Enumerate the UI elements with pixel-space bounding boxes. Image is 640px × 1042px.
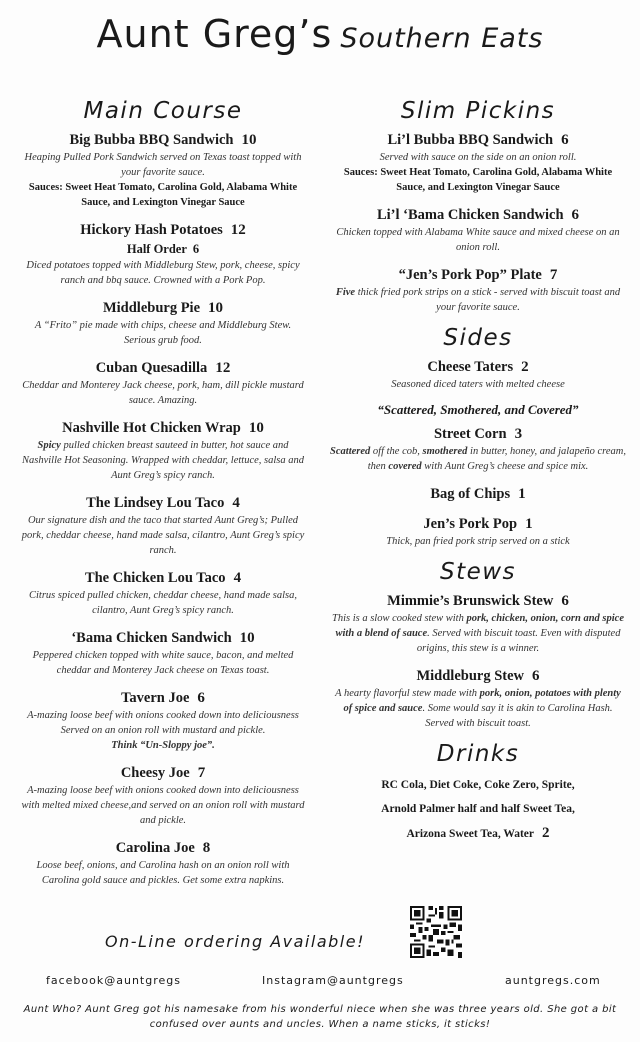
item-price: 1 (518, 486, 526, 502)
drinks-line: Arnold Palmer half and half Sweet Tea, (381, 803, 575, 815)
item-name: The Chicken Lou Taco (84, 570, 226, 586)
menu-item (330, 666, 626, 731)
drinks-price: 2 (542, 825, 550, 841)
item-name: Big Bubba BBQ Sandwich (69, 132, 234, 148)
menu-item (18, 568, 308, 618)
item-price: 4 (232, 495, 240, 511)
instagram-link[interactable]: Instagram@auntgregs (262, 974, 404, 987)
item-description: Loose beef, onions, and Carolina hash on an onion roll with Carolina gold sauce and pickles. Get some extra napkins. (36, 860, 290, 886)
menu-item (330, 205, 626, 255)
aunt-who-story: Aunt Who? Aunt Greg got his namesake from his wonderful niece when she was three years old. She got a bit confused over aunts and uncles. When a name sticks, it sticks! (23, 1004, 617, 1030)
menu-item (18, 358, 308, 408)
item-description: Chicken topped with Alabama White sauce and mixed cheese on an onion roll. (336, 227, 620, 253)
item-price: 1 (525, 516, 533, 532)
item-price: 6 (532, 668, 540, 684)
sauce-note: Sauces: Sweet Heat Tomato, Carolina Gold, Alabama White Sauce, and Lexington Vinegar Sauce (343, 167, 613, 193)
five-emphasis: Five (335, 287, 356, 298)
menu-title (0, 12, 640, 56)
item-name: Bag of Chips (430, 486, 511, 502)
item-description: A hearty flavorful stew made with pork, onion, potatoes with plenty of spice and sauce. Some would say it is akin to Carolina Hash. Served with biscuit toast. (335, 688, 621, 729)
drinks-heading: Drinks (436, 741, 520, 767)
item-description: Scattered off the cob, smothered in butter, honey, and jalapeño cream, then covered with Aunt Greg’s cheese and spice mix. (330, 446, 626, 472)
item-price: 3 (514, 426, 523, 442)
item-price: 7 (197, 765, 206, 781)
item-name: Tavern Joe (121, 690, 190, 706)
menu-item (18, 418, 308, 483)
un-sloppy-note: Think “Un-Sloppy joe”. (111, 740, 215, 751)
item-name: “Jen’s Pork Pop” Plate (398, 267, 542, 283)
item-price: 12 (215, 360, 231, 376)
slim-pickins-heading: Slim Pickins (400, 98, 556, 124)
item-name: ‘Bama Chicken Sandwich (71, 630, 232, 646)
menu-item (18, 298, 308, 348)
drinks-line: RC Cola, Diet Coke, Coke Zero, Sprite, (381, 779, 575, 791)
stews-heading: Stews (439, 559, 517, 585)
item-description: Peppered chicken topped with white sauce, bacon, and melted cheddar and Monterey Jack cheese on Texas toast. (32, 650, 294, 676)
item-description: Seasoned diced taters with melted cheese (391, 379, 565, 390)
item-name: Street Corn (433, 426, 507, 442)
spicy-emphasis: Spicy (37, 440, 61, 451)
item-description: Thick, pan fried pork strip served on a stick (386, 536, 570, 547)
half-order-label: Half Order (126, 242, 187, 256)
drinks-list (330, 773, 626, 846)
item-price: 8 (202, 840, 211, 856)
item-price: 10 (239, 630, 255, 646)
right-column (330, 98, 626, 846)
item-name: Middleburg Pie (102, 300, 201, 316)
item-price: 6 (571, 207, 580, 223)
item-description: Citrus spiced pulled chicken, cheddar cheese, hand made salsa, cilantro, Aunt Greg’s spicy ranch. (29, 590, 297, 616)
menu-item (18, 130, 308, 210)
item-description: Spicy pulled chicken breast sauteed in butter, hot sauce and Nashville Hot Seasoning. Wrapped with cheddar, lettuce, salsa and Aunt Greg’s spicy ranch. (21, 440, 305, 481)
item-description: A “Frito” pie made with chips, cheese and Middleburg Stew. Serious grub food. (34, 320, 292, 346)
menu-item (330, 357, 626, 392)
restaurant-name: Aunt Greg’s (96, 12, 333, 56)
menu-item (18, 688, 308, 753)
half-order-price: 6 (192, 242, 200, 256)
item-name: Carolina Joe (115, 840, 195, 856)
menu-item (18, 220, 308, 288)
drinks-line: Arizona Sweet Tea, Water (406, 828, 535, 840)
menu-item (330, 484, 626, 504)
main-course-heading: Main Course (83, 98, 243, 124)
menu-item (330, 591, 626, 656)
item-price: 6 (197, 690, 205, 706)
item-price: 12 (230, 222, 246, 238)
restaurant-subtitle: Southern Eats (340, 23, 544, 54)
menu-item (18, 628, 308, 678)
item-price: 10 (241, 132, 257, 148)
menu-item (330, 424, 626, 474)
item-price: 2 (521, 359, 529, 375)
item-name: Li’l ‘Bama Chicken Sandwich (376, 207, 564, 223)
menu-item (330, 514, 626, 549)
item-name: Hickory Hash Potatoes (80, 222, 223, 238)
item-description: This is a slow cooked stew with pork, chicken, onion, corn and spice with a blend of sauce. Served with biscuit toast. Even with disputed origins, this stew is a winner. (332, 613, 624, 654)
item-price: 10 (208, 300, 224, 316)
street-corn-tagline: “Scattered, Smothered, and Covered” (377, 402, 579, 417)
item-name: Cheese Taters (427, 359, 514, 375)
item-name: Middleburg Stew (416, 668, 525, 684)
item-description: Cheddar and Monterey Jack cheese, pork, ham, dill pickle mustard sauce. Amazing. (22, 380, 304, 406)
item-name: Cheesy Joe (120, 765, 190, 781)
item-description: A-mazing loose beef with onions cooked down into deliciousness Served on an onion roll with mustard and pickle. (27, 710, 299, 736)
sides-heading: Sides (443, 325, 513, 351)
item-price: 4 (233, 570, 242, 586)
item-name: Li’l Bubba BBQ Sandwich (387, 132, 554, 148)
item-price: 6 (561, 593, 569, 609)
menu-item (18, 763, 308, 828)
item-name: Nashville Hot Chicken Wrap (62, 420, 241, 436)
menu-item (330, 265, 626, 315)
website-link[interactable]: auntgregs.com (505, 974, 601, 987)
item-price: 6 (561, 132, 569, 148)
online-ordering-banner: On-Line ordering Available! (105, 932, 365, 951)
item-description: Five thick fried pork strips on a stick - served with biscuit toast and your favorite sauce. (335, 287, 621, 313)
item-name: Cuban Quesadilla (95, 360, 208, 376)
menu-item (18, 493, 308, 558)
item-description: Our signature dish and the taco that started Aunt Greg’s; Pulled pork, cheddar cheese, hand made salsa, cilantro, Aunt Greg’s spicy ranch. (21, 515, 305, 556)
item-description: A-mazing loose beef with onions cooked down into deliciousness with melted mixed cheese,and served on an onion roll with mustard and pickle. (21, 785, 305, 826)
item-description: Served with sauce on the side on an onion roll. (379, 152, 577, 163)
facebook-link[interactable]: facebook@auntgregs (46, 974, 181, 987)
item-price: 10 (248, 420, 264, 436)
item-description: Diced potatoes topped with Middleburg Stew, pork, cheese, spicy ranch and bbq sauce. Crowned with a Pork Pop. (26, 260, 300, 286)
item-description: Heaping Pulled Pork Sandwich served on Texas toast topped with your favorite sauce. (24, 152, 302, 178)
sauce-note: Sauces: Sweet Heat Tomato, Carolina Gold, Alabama White Sauce, and Lexington Vinegar Sauce (28, 182, 298, 208)
menu-item (330, 130, 626, 195)
item-price: 7 (549, 267, 558, 283)
item-name: Jen’s Pork Pop (423, 516, 518, 532)
item-name: Mimmie’s Brunswick Stew (387, 593, 554, 609)
menu-item (18, 838, 308, 888)
main-course-column (18, 98, 308, 898)
item-name: The Lindsey Lou Taco (86, 495, 225, 511)
